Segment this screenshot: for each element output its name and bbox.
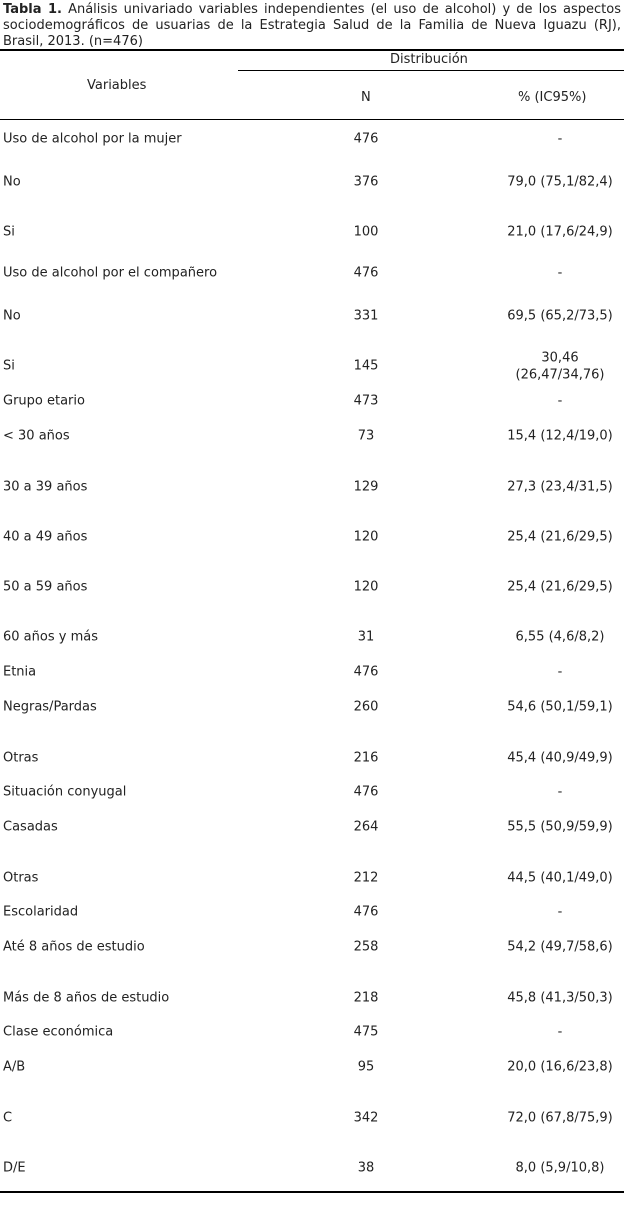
- n-cell: 342: [353, 1110, 379, 1126]
- pct-cell: 20,0 (16,6/23,8): [507, 1059, 613, 1075]
- header-pct: % (IC95%): [518, 90, 587, 105]
- pct-cell: 44,5 (40,1/49,0): [507, 870, 613, 886]
- variable-cell: Otras: [3, 750, 39, 766]
- pct-cell: 45,4 (40,9/49,9): [507, 750, 613, 766]
- variable-cell: Otras: [3, 870, 39, 886]
- variable-cell: A/B: [3, 1059, 26, 1075]
- variable-cell: Si: [3, 224, 15, 240]
- pct-cell: 15,4 (12,4/19,0): [507, 428, 613, 444]
- variable-cell: Si: [3, 358, 15, 374]
- header-variables: Variables: [87, 78, 147, 93]
- pct-cell: -: [557, 904, 563, 920]
- pct-cell: -: [557, 265, 563, 281]
- caption-label: Tabla 1.: [3, 2, 62, 17]
- n-cell: 120: [353, 579, 379, 595]
- table-caption: [3, 2, 621, 50]
- variable-cell: 30 a 39 años: [3, 479, 88, 495]
- pct-cell: 27,3 (23,4/31,5): [507, 479, 613, 495]
- pct-cell: 79,0 (75,1/82,4): [507, 174, 613, 190]
- variable-cell: < 30 años: [3, 428, 70, 444]
- variable-cell: Etnia: [3, 664, 37, 680]
- variable-cell: 40 a 49 años: [3, 529, 88, 545]
- pct-cell: 21,0 (17,6/24,9): [507, 224, 613, 240]
- pct-cell: 6,55 (4,6/8,2): [515, 629, 605, 645]
- pct-cell: -: [557, 1024, 563, 1040]
- caption-text: Análisis univariado variables independientes (el uso de alcohol) y de los aspectos sociodemográficos de usuarias de la Estrategia Salud de la Familia de Nueva Iguazu (RJ), Brasil, 2013. (n=476): [3, 2, 621, 49]
- pct-cell: 45,8 (41,3/50,3): [507, 990, 613, 1006]
- variable-cell: Casadas: [3, 819, 58, 835]
- header-distribucion: Distribución: [390, 52, 468, 67]
- n-cell: 264: [353, 819, 379, 835]
- n-cell: 100: [353, 224, 379, 240]
- variable-cell: Situación conyugal: [3, 784, 127, 800]
- pct-cell: -: [557, 664, 563, 680]
- variable-cell: C: [3, 1110, 13, 1126]
- pct-cell: 30,46: [541, 350, 579, 366]
- n-cell: 476: [353, 664, 379, 680]
- pct-cell: 54,6 (50,1/59,1): [507, 699, 613, 715]
- n-cell: 476: [353, 784, 379, 800]
- variable-cell: 50 a 59 años: [3, 579, 88, 595]
- pct-cell: -: [557, 393, 563, 409]
- n-cell: 73: [357, 428, 375, 444]
- n-cell: 476: [353, 131, 379, 147]
- variable-cell: Grupo etario: [3, 393, 85, 409]
- pct-cell: 25,4 (21,6/29,5): [507, 529, 613, 545]
- pct-cell: 72,0 (67,8/75,9): [507, 1110, 613, 1126]
- pct-cell: 25,4 (21,6/29,5): [507, 579, 613, 595]
- variable-cell: 60 años y más: [3, 629, 98, 645]
- pct-cell: 54,2 (49,7/58,6): [507, 939, 613, 955]
- variable-cell: Uso de alcohol por el compañero: [3, 265, 218, 281]
- variable-cell: No: [3, 174, 21, 190]
- n-cell: 38: [357, 1160, 375, 1176]
- pct-cell: 8,0 (5,9/10,8): [515, 1160, 605, 1176]
- pct-cell-ci: (26,47/34,76): [515, 367, 605, 383]
- variable-cell: Negras/Pardas: [3, 699, 97, 715]
- n-cell: 31: [357, 629, 375, 645]
- n-cell: 212: [353, 870, 379, 886]
- n-cell: 218: [353, 990, 379, 1006]
- top-rule: [0, 49, 624, 51]
- pct-cell: 69,5 (65,2/73,5): [507, 308, 613, 324]
- variable-cell: Más de 8 años de estudio: [3, 990, 170, 1006]
- bottom-rule: [0, 1191, 624, 1193]
- variable-cell: Uso de alcohol por la mujer: [3, 131, 182, 147]
- n-cell: 473: [353, 393, 379, 409]
- variable-cell: No: [3, 308, 21, 324]
- pct-cell: -: [557, 784, 563, 800]
- n-cell: 258: [353, 939, 379, 955]
- distribucion-rule: [238, 70, 624, 71]
- n-cell: 145: [353, 358, 379, 374]
- n-cell: 331: [353, 308, 379, 324]
- n-cell: 260: [353, 699, 379, 715]
- header-rule: [0, 119, 624, 120]
- n-cell: 129: [353, 479, 379, 495]
- n-cell: 95: [357, 1059, 375, 1075]
- pct-cell: 55,5 (50,9/59,9): [507, 819, 613, 835]
- n-cell: 475: [353, 1024, 379, 1040]
- variable-cell: D/E: [3, 1160, 26, 1176]
- n-cell: 476: [353, 265, 379, 281]
- variable-cell: Escolaridad: [3, 904, 79, 920]
- n-cell: 120: [353, 529, 379, 545]
- n-cell: 216: [353, 750, 379, 766]
- header-n: N: [361, 90, 371, 105]
- n-cell: 476: [353, 904, 379, 920]
- variable-cell: Clase económica: [3, 1024, 114, 1040]
- variable-cell: Até 8 años de estudio: [3, 939, 145, 955]
- n-cell: 376: [353, 174, 379, 190]
- pct-cell: -: [557, 131, 563, 147]
